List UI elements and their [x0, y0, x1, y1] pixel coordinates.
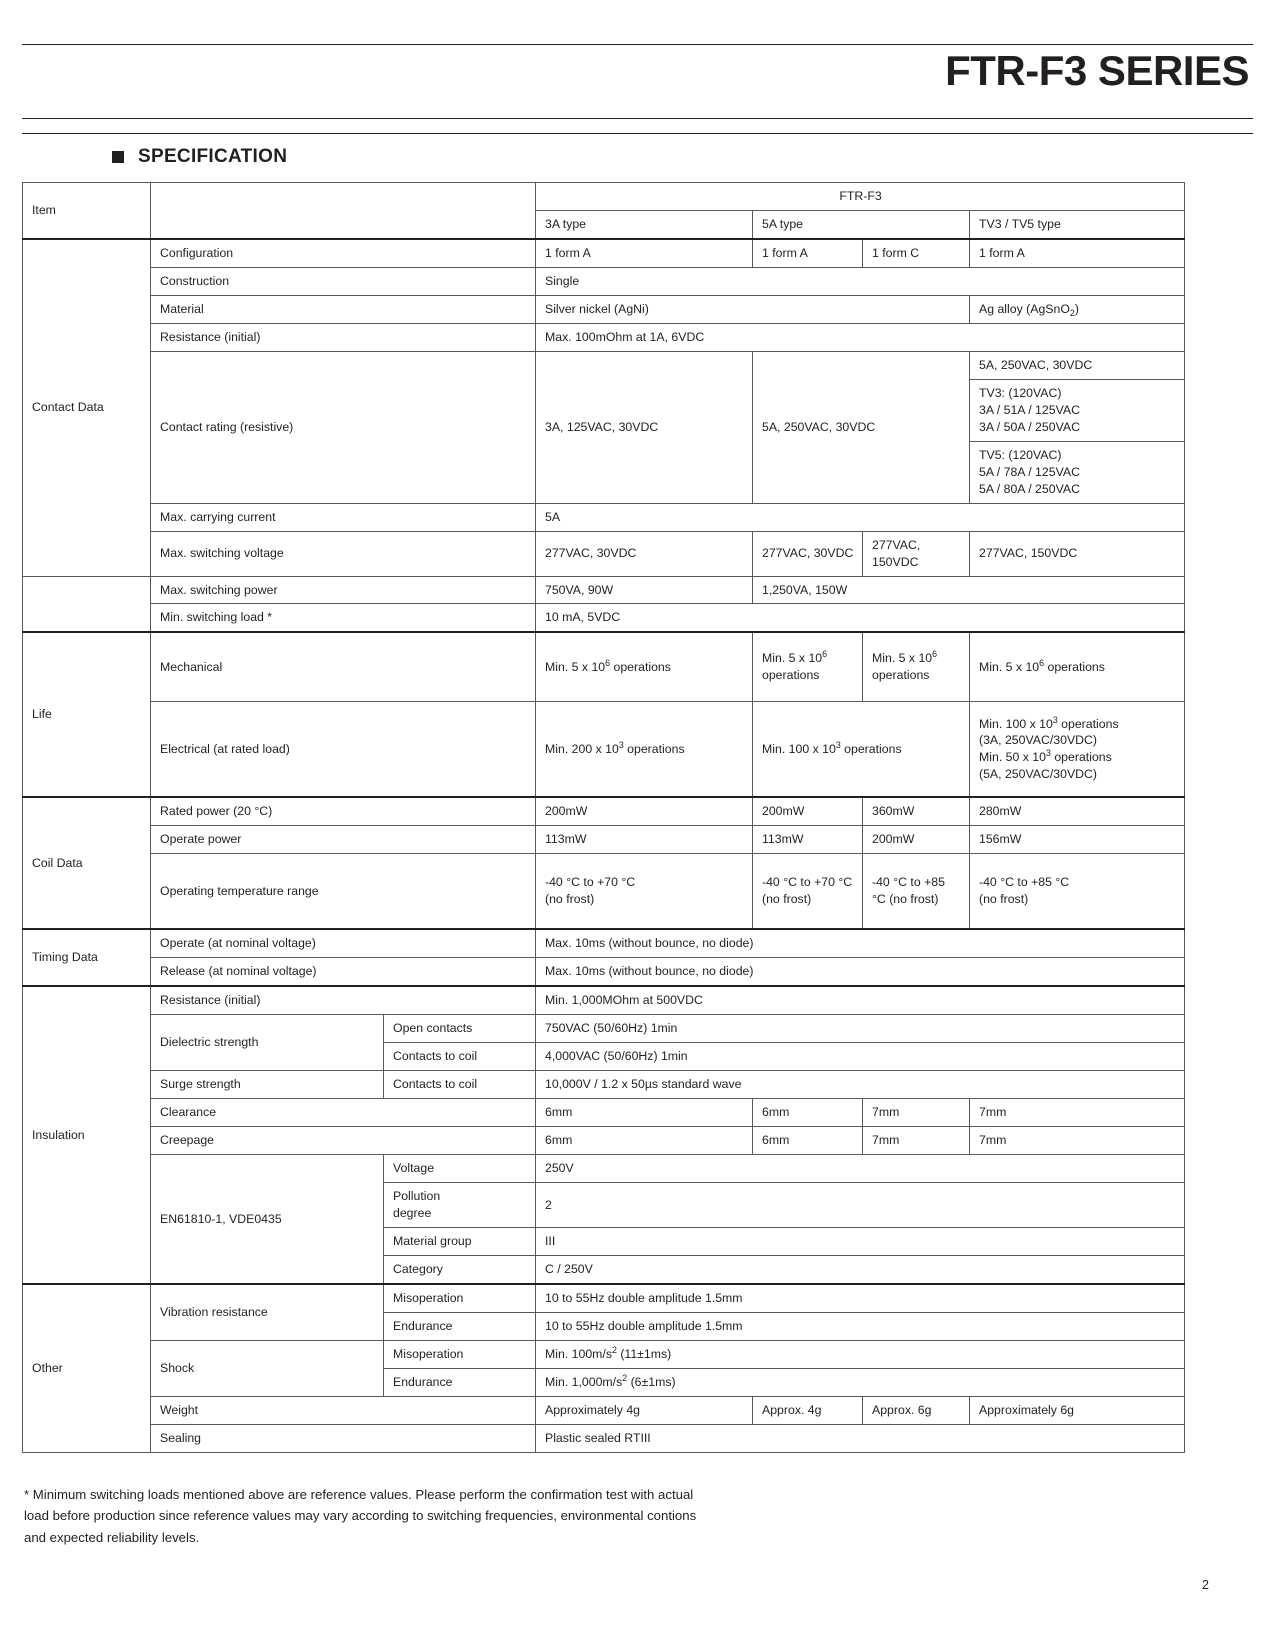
cell-creepage-5a-c: 7mm	[863, 1127, 970, 1155]
mech-5ac-post: operations	[872, 668, 930, 683]
specification-table	[22, 182, 1185, 1453]
row-label-max-carrying-current: Max. carrying current	[151, 503, 536, 531]
mech-3a-pre: Min. 5 x 10	[545, 659, 606, 674]
cell-weight-3a: Approximately 4g	[536, 1396, 753, 1424]
footnote-line-3: and expected reliability levels.	[24, 1529, 200, 1545]
cell-msv-tv: 277VAC, 150VDC	[970, 531, 1185, 576]
header-rule-bottom	[22, 133, 1253, 134]
cell-construction-value: Single	[536, 267, 1185, 295]
tv3-line-1: TV3: (120VAC)	[979, 385, 1062, 400]
cell-mech-5a-a	[753, 632, 863, 702]
group-label-coil-data: Coil Data	[23, 797, 151, 929]
header-blank-cell	[151, 183, 536, 239]
elec-tv-l3-pre: Min. 50 x 10	[979, 750, 1046, 765]
cell-shock-misoperation	[536, 1340, 1185, 1368]
table-row-operate-timing	[23, 929, 1185, 957]
shock-end-sup: 2	[622, 1372, 628, 1383]
row-label-contact-rating: Contact rating (resistive)	[151, 351, 536, 503]
table-row-operate-power	[23, 826, 1185, 854]
cell-weight-5a-c: Approx. 6g	[863, 1396, 970, 1424]
group-label-life: Life	[23, 632, 151, 797]
table-row-weight	[23, 1396, 1185, 1424]
elec-5a-sup: 3	[835, 739, 841, 750]
table-row-dielectric-open	[23, 1015, 1185, 1043]
cell-en-voltage: 250V	[536, 1155, 1185, 1183]
cell-vibration-misoperation: 10 to 55Hz double amplitude 1.5mm	[536, 1284, 1185, 1312]
cell-operate-power-5a-a: 113mW	[753, 826, 863, 854]
row-label-shock: Shock	[151, 1340, 384, 1396]
mech-5ac-pre: Min. 5 x 10	[872, 651, 933, 666]
mech-3a-post: operations	[610, 659, 671, 674]
filled-square-icon	[112, 151, 124, 163]
elec-5a-pre: Min. 100 x 10	[762, 741, 836, 756]
cell-en-category: C / 250V	[536, 1256, 1185, 1284]
mech-tv-sup: 6	[1039, 657, 1045, 668]
sublabel-contacts-to-coil-surge: Contacts to coil	[384, 1071, 536, 1099]
table-row-en61810-voltage	[23, 1155, 1185, 1183]
table-row-mechanical-life	[23, 632, 1185, 702]
header-rule-top	[22, 44, 1253, 45]
op-temp-3a-l2: (no frost)	[545, 892, 595, 907]
cell-clearance-5a-c: 7mm	[863, 1099, 970, 1127]
mech-5aa-post: operations	[762, 668, 820, 683]
mech-5aa-sup: 6	[822, 649, 828, 660]
sublabel-vibration-endurance: Endurance	[384, 1312, 536, 1340]
cell-creepage-5a-a: 6mm	[753, 1127, 863, 1155]
table-row-construction	[23, 267, 1185, 295]
cell-configuration-tv: 1 form A	[970, 239, 1185, 267]
cell-rated-power-3a: 200mW	[536, 797, 753, 825]
sublabel-en-category: Category	[384, 1256, 536, 1284]
table-row-min-switching-load	[23, 604, 1185, 632]
row-label-material: Material	[151, 295, 536, 323]
table-row-material	[23, 295, 1185, 323]
cell-min-switching-load: 10 mA, 5VDC	[536, 604, 1185, 632]
cell-dielectric-coil: 4,000VAC (50/60Hz) 1min	[536, 1043, 1185, 1071]
specification-table-wrapper	[22, 182, 1184, 1453]
cell-vibration-endurance: 10 to 55Hz double amplitude 1.5mm	[536, 1312, 1185, 1340]
sublabel-vibration-misoperation: Misoperation	[384, 1284, 536, 1312]
material-tv-pre: Ag alloy (AgSnO	[979, 301, 1070, 316]
cell-clearance-5a-a: 6mm	[753, 1099, 863, 1127]
row-label-electrical: Electrical (at rated load)	[151, 702, 536, 798]
footnote-line-2: load before production since reference values may vary according to switching frequencies, environmental contions	[24, 1508, 697, 1524]
cell-configuration-3a: 1 form A	[536, 239, 753, 267]
cell-contact-resistance-value: Max. 100mOhm at 1A, 6VDC	[536, 323, 1185, 351]
row-label-mechanical: Mechanical	[151, 632, 536, 702]
row-label-max-switching-power: Max. switching power	[151, 576, 536, 604]
cell-rated-power-5a-a: 200mW	[753, 797, 863, 825]
header-type-3a: 3A type	[536, 210, 753, 238]
elec-tv-l3-sup: 3	[1046, 748, 1051, 759]
cell-operate-power-3a: 113mW	[536, 826, 753, 854]
row-label-min-switching-load: Min. switching load *	[151, 604, 536, 632]
cell-en-pollution: 2	[536, 1183, 1185, 1228]
header-type-5a: 5A type	[753, 210, 970, 238]
header-item-label: Item	[23, 183, 151, 239]
row-label-construction: Construction	[151, 267, 536, 295]
cell-rated-power-5a-c: 360mW	[863, 797, 970, 825]
op-temp-tv-l2: (no frost)	[979, 892, 1029, 907]
mech-tv-post: operations	[1044, 659, 1105, 674]
shock-mis-sup: 2	[611, 1344, 617, 1355]
row-label-weight: Weight	[151, 1396, 536, 1424]
group-label-other: Other	[23, 1284, 151, 1452]
section-heading	[112, 146, 287, 168]
row-label-configuration: Configuration	[151, 239, 536, 267]
sublabel-en-material-group: Material group	[384, 1228, 536, 1256]
pollution-line-1: Pollution	[393, 1189, 441, 1204]
cell-release-timing: Max. 10ms (without bounce, no diode)	[536, 958, 1185, 986]
sublabel-shock-misoperation: Misoperation	[384, 1340, 536, 1368]
elec-tv-l1-post: operations	[1057, 716, 1119, 731]
cell-mech-3a	[536, 632, 753, 702]
header-family-label: FTR-F3	[536, 183, 1185, 211]
cell-msp-rest: 1,250VA, 150W	[753, 576, 1185, 604]
cell-msv-5a-c: 277VAC, 150VDC	[863, 531, 970, 576]
header-type-tv: TV3 / TV5 type	[970, 210, 1185, 238]
page-title: FTR-F3 SERIES	[945, 47, 1249, 94]
page-number: 2	[1202, 1578, 1209, 1592]
row-label-operating-temp: Operating temperature range	[151, 854, 536, 930]
table-row-max-switching-voltage	[23, 531, 1185, 576]
elec-3a-sup: 3	[618, 739, 624, 750]
row-label-creepage: Creepage	[151, 1127, 536, 1155]
table-row-configuration	[23, 239, 1185, 267]
elec-5a-post: operations	[840, 741, 902, 756]
header-rule-middle	[22, 118, 1253, 119]
row-label-dielectric-strength: Dielectric strength	[151, 1015, 384, 1071]
cell-contact-rating-tv-1: 5A, 250VAC, 30VDC	[970, 351, 1185, 379]
table-row-surge-strength	[23, 1071, 1185, 1099]
cell-material-main: Silver nickel (AgNi)	[536, 295, 970, 323]
cell-clearance-tv: 7mm	[970, 1099, 1185, 1127]
elec-tv-l1-pre: Min. 100 x 10	[979, 716, 1053, 731]
material-tv-sub: 2	[1069, 307, 1075, 318]
row-label-vibration: Vibration resistance	[151, 1284, 384, 1340]
table-row-insulation-resistance	[23, 986, 1185, 1014]
elec-tv-l2: (3A, 250VAC/30VDC)	[979, 733, 1098, 748]
mech-3a-sup: 6	[605, 657, 611, 668]
cell-contact-rating-tv-2	[970, 379, 1185, 441]
sublabel-en-pollution-degree	[384, 1183, 536, 1228]
elec-tv-l3-post: operations	[1050, 750, 1112, 765]
cell-dielectric-open: 750VAC (50/60Hz) 1min	[536, 1015, 1185, 1043]
footnote	[24, 1484, 924, 1548]
group-label-contact-data-cont	[23, 576, 151, 632]
tv3-line-2: 3A / 51A / 125VAC	[979, 402, 1080, 417]
cell-op-temp-5a-a: -40 °C to +70 °C (no frost)	[753, 854, 863, 930]
table-row-rated-power	[23, 797, 1185, 825]
cell-elec-3a	[536, 702, 753, 798]
row-label-operate-timing: Operate (at nominal voltage)	[151, 929, 536, 957]
group-label-timing-data: Timing Data	[23, 929, 151, 986]
footnote-line-1: * Minimum switching loads mentioned above are reference values. Please perform the confirmation test with actual	[24, 1487, 694, 1502]
cell-material-tv	[970, 295, 1185, 323]
row-label-rated-power: Rated power (20 °C)	[151, 797, 536, 825]
cell-contact-rating-3a: 3A, 125VAC, 30VDC	[536, 351, 753, 503]
cell-weight-5a-a: Approx. 4g	[753, 1396, 863, 1424]
shock-end-post: (6±1ms)	[627, 1374, 676, 1389]
pollution-line-2: degree	[393, 1206, 432, 1221]
mech-5ac-sup: 6	[932, 649, 938, 660]
elec-tv-l4: (5A, 250VAC/30VDC)	[979, 767, 1098, 782]
table-row-max-carrying-current	[23, 503, 1185, 531]
group-label-insulation: Insulation	[23, 986, 151, 1284]
mech-tv-pre: Min. 5 x 10	[979, 659, 1040, 674]
cell-configuration-5a-c: 1 form C	[863, 239, 970, 267]
row-label-max-switching-voltage: Max. switching voltage	[151, 531, 536, 576]
tv5-line-2: 5A / 78A / 125VAC	[979, 464, 1080, 479]
tv3-line-3: 3A / 50A / 250VAC	[979, 419, 1080, 434]
cell-max-carrying-current: 5A	[536, 503, 1185, 531]
cell-msv-5a-a: 277VAC, 30VDC	[753, 531, 863, 576]
cell-rated-power-tv: 280mW	[970, 797, 1185, 825]
row-label-operate-power: Operate power	[151, 826, 536, 854]
op-temp-3a-l1: -40 °C to +70 °C	[545, 875, 636, 890]
group-label-contact-data: Contact Data	[23, 239, 151, 576]
cell-shock-endurance	[536, 1368, 1185, 1396]
cell-en-material-group: III	[536, 1228, 1185, 1256]
row-label-insulation-resistance: Resistance (initial)	[151, 986, 536, 1014]
table-row-sealing	[23, 1424, 1185, 1452]
table-row-electrical-life	[23, 702, 1185, 798]
sublabel-shock-endurance: Endurance	[384, 1368, 536, 1396]
sublabel-contacts-to-coil-dielectric: Contacts to coil	[384, 1043, 536, 1071]
cell-msp-3a: 750VA, 90W	[536, 576, 753, 604]
shock-mis-post: (11±1ms)	[616, 1346, 672, 1361]
op-temp-tv-l1: -40 °C to +85 °C	[979, 875, 1070, 890]
row-label-sealing: Sealing	[151, 1424, 536, 1452]
cell-weight-tv: Approximately 6g	[970, 1396, 1185, 1424]
cell-surge-strength: 10,000V / 1.2 x 50µs standard wave	[536, 1071, 1185, 1099]
cell-mech-tv	[970, 632, 1185, 702]
table-header-row-family	[23, 183, 1185, 211]
table-row-creepage	[23, 1127, 1185, 1155]
row-label-release-timing: Release (at nominal voltage)	[151, 958, 536, 986]
cell-op-temp-5a-c: -40 °C to +85 °C (no frost)	[863, 854, 970, 930]
tv5-line-1: TV5: (120VAC)	[979, 447, 1062, 462]
cell-operate-power-tv: 156mW	[970, 826, 1185, 854]
section-title: SPECIFICATION	[138, 146, 288, 167]
table-row-clearance	[23, 1099, 1185, 1127]
sublabel-open-contacts: Open contacts	[384, 1015, 536, 1043]
cell-creepage-tv: 7mm	[970, 1127, 1185, 1155]
elec-3a-post: operations	[623, 741, 685, 756]
cell-creepage-3a: 6mm	[536, 1127, 753, 1155]
tv5-line-3: 5A / 80A / 250VAC	[979, 481, 1080, 496]
material-tv-post: )	[1074, 301, 1079, 316]
cell-elec-5a	[753, 702, 970, 798]
shock-end-pre: Min. 1,000m/s	[545, 1374, 623, 1389]
cell-mech-5a-c	[863, 632, 970, 702]
sublabel-en-voltage: Voltage	[384, 1155, 536, 1183]
table-row-vibration-mis	[23, 1284, 1185, 1312]
table-row-max-switching-power	[23, 576, 1185, 604]
row-label-surge-strength: Surge strength	[151, 1071, 384, 1099]
shock-mis-pre: Min. 100m/s	[545, 1346, 612, 1361]
table-row-contact-rating-1	[23, 351, 1185, 379]
table-row-operating-temp	[23, 854, 1185, 930]
cell-operate-power-5a-c: 200mW	[863, 826, 970, 854]
cell-contact-rating-5a: 5A, 250VAC, 30VDC	[753, 351, 970, 503]
table-row-contact-resistance	[23, 323, 1185, 351]
elec-3a-pre: Min. 200 x 10	[545, 741, 619, 756]
row-label-contact-resistance: Resistance (initial)	[151, 323, 536, 351]
cell-insulation-resistance: Min. 1,000MOhm at 500VDC	[536, 986, 1185, 1014]
cell-clearance-3a: 6mm	[536, 1099, 753, 1127]
cell-sealing: Plastic sealed RTIII	[536, 1424, 1185, 1452]
mech-5aa-pre: Min. 5 x 10	[762, 651, 823, 666]
row-label-en61810: EN61810-1, VDE0435	[151, 1155, 384, 1284]
cell-configuration-5a-a: 1 form A	[753, 239, 863, 267]
table-row-release-timing	[23, 958, 1185, 986]
cell-elec-tv	[970, 702, 1185, 798]
cell-msv-3a: 277VAC, 30VDC	[536, 531, 753, 576]
table-row-shock-mis	[23, 1340, 1185, 1368]
row-label-clearance: Clearance	[151, 1099, 536, 1127]
cell-op-temp-3a	[536, 854, 753, 930]
elec-tv-l1-sup: 3	[1052, 714, 1058, 725]
cell-op-temp-tv	[970, 854, 1185, 930]
cell-operate-timing: Max. 10ms (without bounce, no diode)	[536, 929, 1185, 957]
cell-contact-rating-tv-3	[970, 441, 1185, 503]
